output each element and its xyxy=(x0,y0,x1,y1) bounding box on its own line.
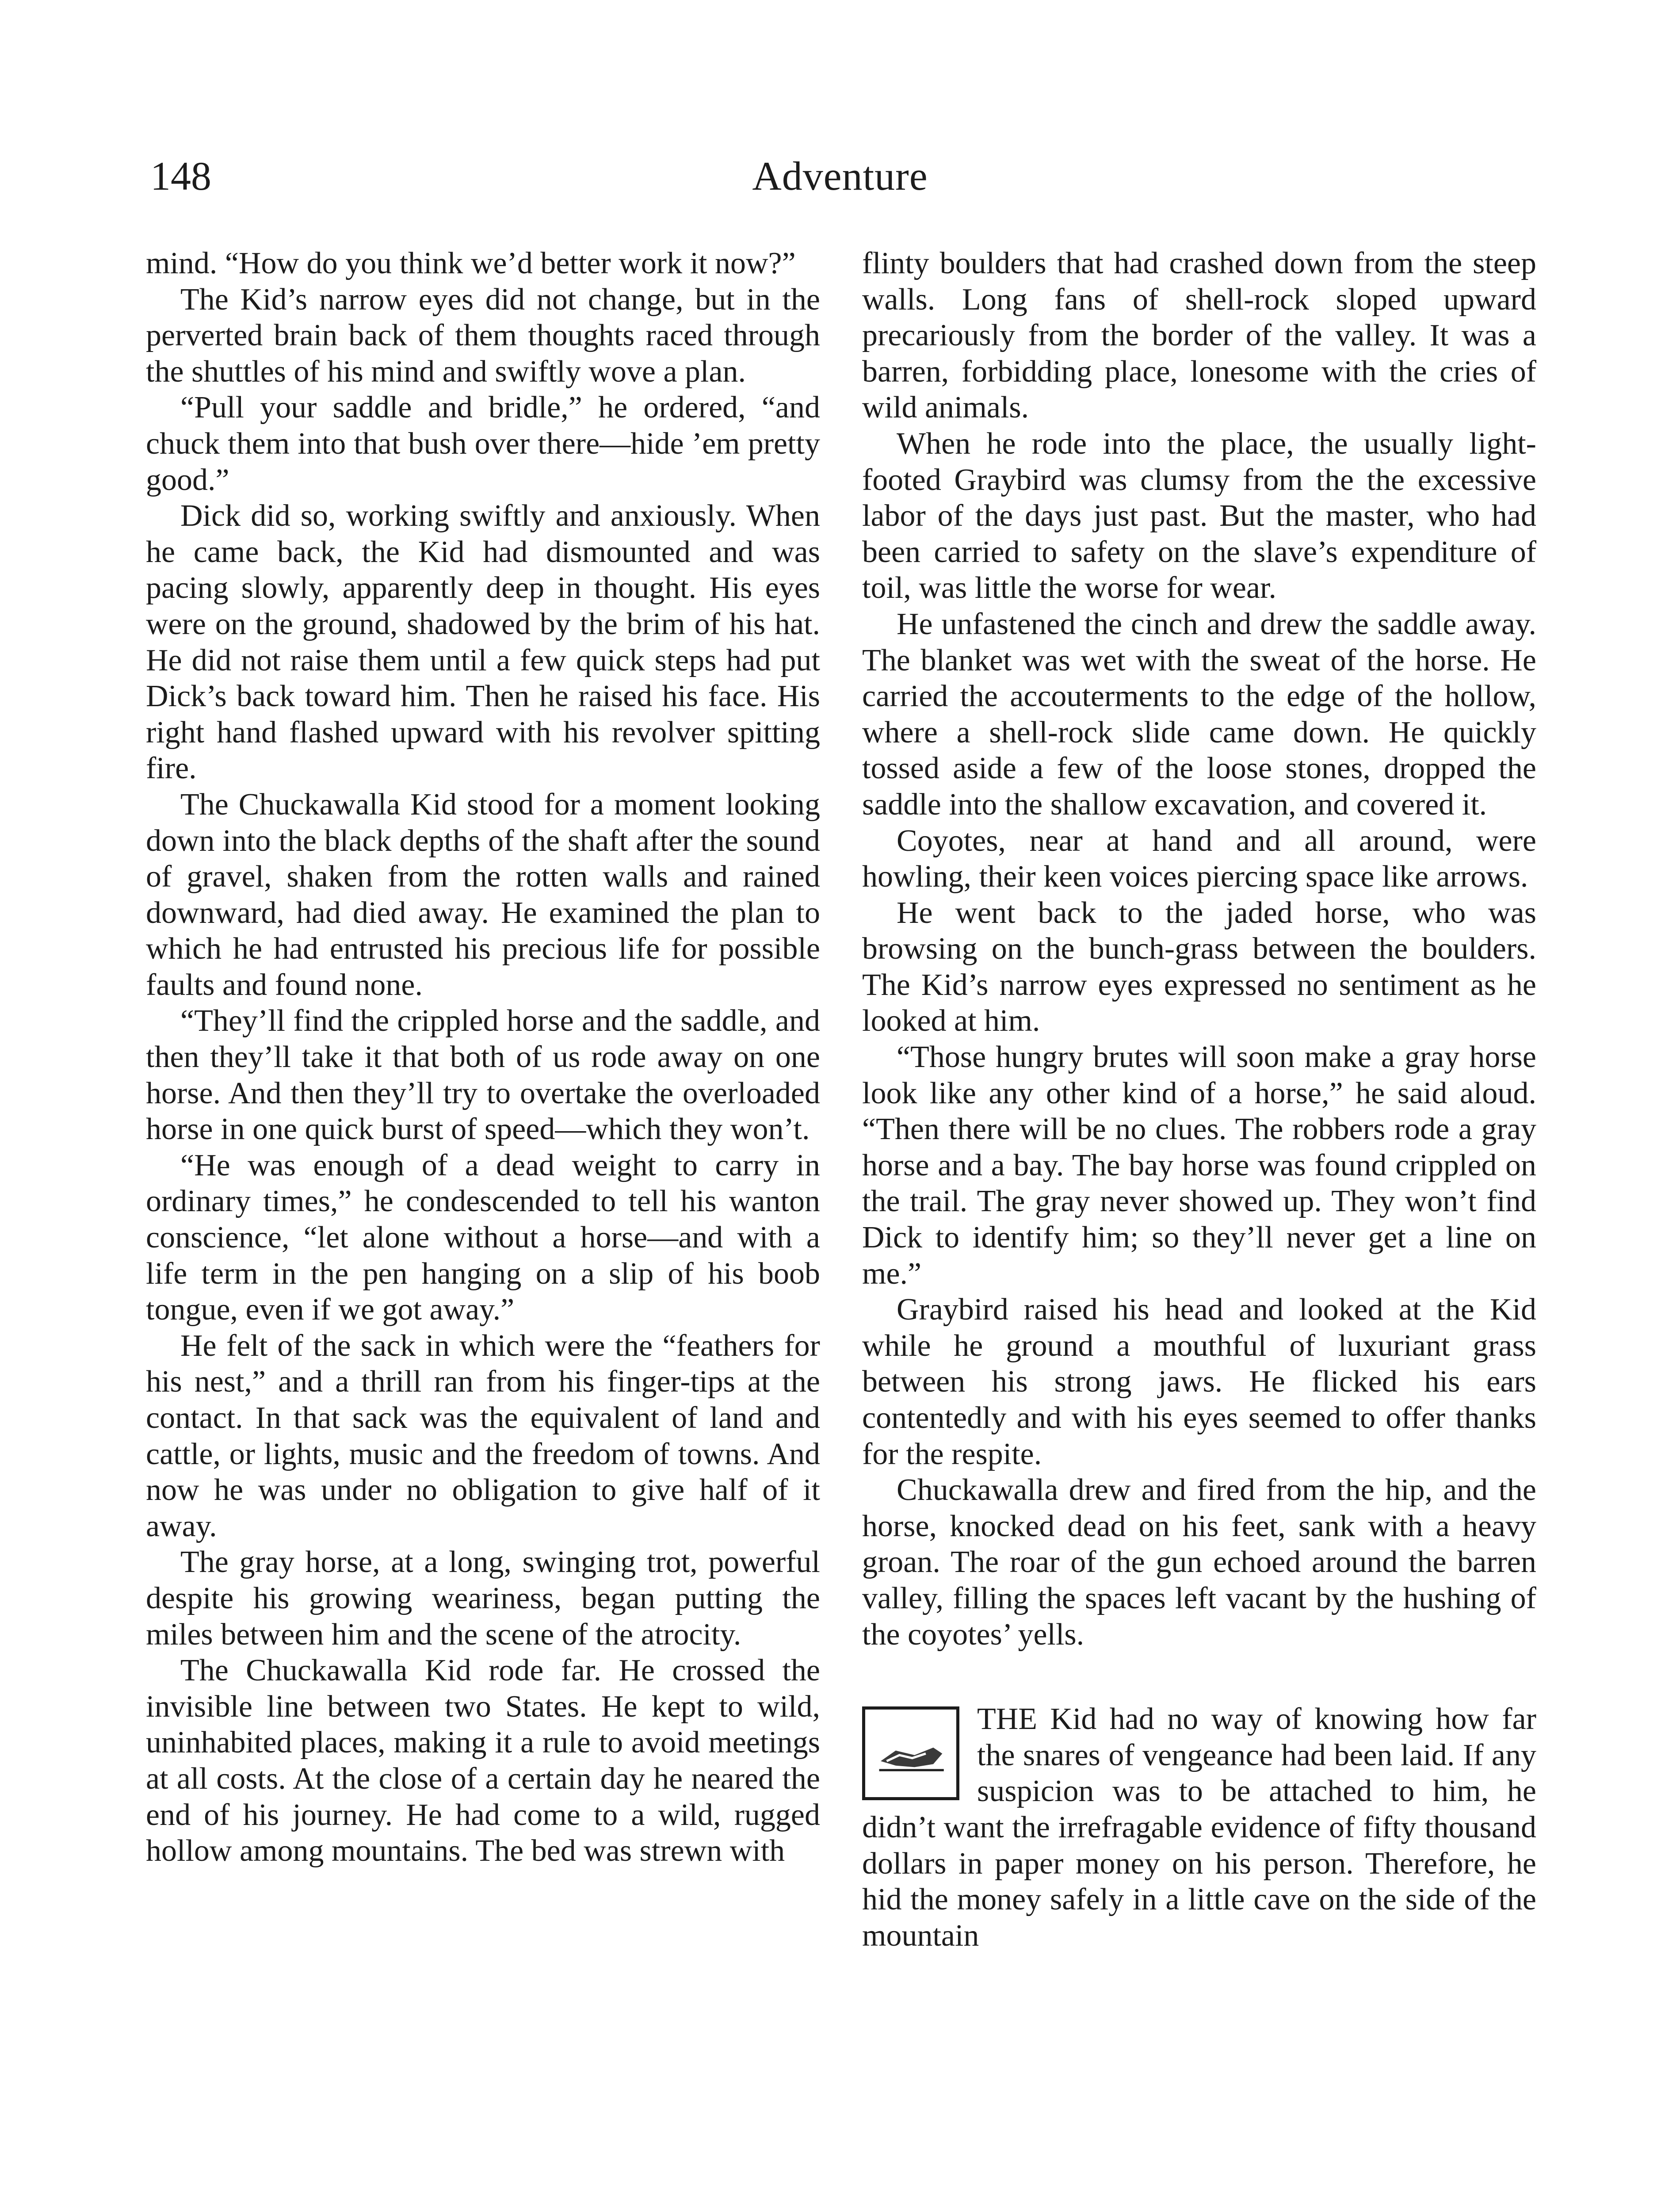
paragraph: He went back to the jaded horse, who was browsing on the bunch-grass between the boulders. The Kid’s narrow eyes expressed no sentiment as he looked at him. xyxy=(862,895,1536,1038)
paragraph: “Pull your saddle and bridle,” he ordered, “and chuck them into that bush over there—hide ’em pretty good.” xyxy=(146,390,820,497)
paragraph: Coyotes, near at hand and all around, were howling, their keen voices piercing space like arrows. xyxy=(862,823,1536,894)
paragraph: The gray horse, at a long, swinging trot, powerful despite his growing weariness, began putting the miles between him and the scene of the atrocity. xyxy=(146,1545,820,1652)
right-column-body xyxy=(862,245,1536,1653)
paragraph: The Chuckawalla Kid rode far. He crossed the invisible line between two States. He kept to wild, uninhabited places, making it a rule to avoid meetings at all costs. At the close of a certain day he neared the end of his journey. He had come to a wild, rugged hollow among mountains. The bed was strewn with xyxy=(146,1653,820,1868)
paragraph: Graybird raised his head and looked at the Kid while he ground a mouthful of luxuriant grass between his strong jaws. He flicked his ears contentedly and with his eyes seemed to offer thanks for the respite. xyxy=(862,1293,1536,1471)
paragraph: The Kid’s narrow eyes did not change, but in the perverted brain back of them thoughts raced through the shuttles of his mind and swiftly wove a plan. xyxy=(146,282,820,389)
left-column xyxy=(146,245,820,1869)
paragraph: He unfastened the cinch and drew the saddle away. The blanket was wet with the sweat of the horse. He carried the accouterments to the edge of the hollow, where a shell-rock slide came down. He quickly tossed aside a few of the loose stones, dropped the saddle into the shallow excavation, and covered it. xyxy=(862,607,1536,822)
paragraph: Chuckawalla drew and fired from the hip, and the horse, knocked dead on his feet, sank with a heavy groan. The roar of the gun echoed around the barren valley, filling the spaces left vacant by the hushing of the coyotes’ yells. xyxy=(862,1473,1536,1652)
paragraph: flinty boulders that had crashed down from the steep walls. Long fans of shell-rock sloped upward precariously from the border of the valley. It was a barren, forbidding place, lonesome with the cries of wild animals. xyxy=(862,246,1536,425)
dropcap-box xyxy=(862,1706,959,1800)
section-paragraph xyxy=(862,1701,1536,1954)
running-head: Adventure xyxy=(752,153,928,199)
paragraph: “He was enough of a dead weight to carry in ordinary times,” he condescended to tell his wanton conscience, “let alone without a horse—and with a life term in the pen hanging on a slip of his boob tongue, even if we got away.” xyxy=(146,1148,820,1327)
paragraph: “Those hungry brutes will soon make a gray horse look like any other kind of a horse,” he said aloud. “Then there will be no clues. The robbers rode a gray horse and a bay. The bay horse was found crippled on the trail. The gray never showed up. They won’t find Dick to identify him; so they’ll never get a line on me.” xyxy=(862,1040,1536,1291)
paragraph: Dick did so, working swiftly and anxiously. When he came back, the Kid had dismounted and was pacing slowly, apparently deep in thought. His eyes were on the ground, shadowed by the brim of his hat. He did not raise them until a few quick steps had put Dick’s back toward him. Then he raised his face. His right hand flashed upward with his revolver spitting fire. xyxy=(146,499,820,786)
section-break xyxy=(862,1653,1536,1701)
landscape-ornament-icon xyxy=(873,1718,948,1793)
paragraph: When he rode into the place, the usually light-footed Graybird was clumsy from the the excessive labor of the days just past. But the master, who had been carried to safety on the slave’s expenditure of toil, was little the worse for wear. xyxy=(862,426,1536,605)
paragraph: mind. “How do you think we’d better work it now?” xyxy=(146,246,796,280)
paragraph: “They’ll find the crippled horse and the saddle, and then they’ll take it that both of us rode away on one horse. And then they’ll try to overtake the overloaded horse in one quick burst of speed—which they won’t. xyxy=(146,1004,820,1147)
paragraph: He felt of the sack in which were the “feathers for his nest,” and a thrill ran from his finger-tips at the contact. In that sack was the equivalent of land and cattle, or lights, music and the freedom of towns. And now he was under no obligation to give half of it away. xyxy=(146,1328,820,1543)
paragraph: The Chuckawalla Kid stood for a moment looking down into the black depths of the shaft after the sound of gravel, shaken from the rotten walls and rained downward, had died away. He examined the plan to which he had entrusted his precious life for possible faults and found none. xyxy=(146,787,820,1002)
section-text: THE Kid had no way of knowing how far the snares of vengeance had been laid. If any suspicion was to be attached to him, he didn’t want the irrefragable evidence of fifty thousand dollars in paper money on his person. Therefore, he hid the money safely in a little cave on the side of the mountain xyxy=(862,1702,1536,1953)
page-number: 148 xyxy=(150,153,211,199)
right-column xyxy=(862,245,1536,1954)
